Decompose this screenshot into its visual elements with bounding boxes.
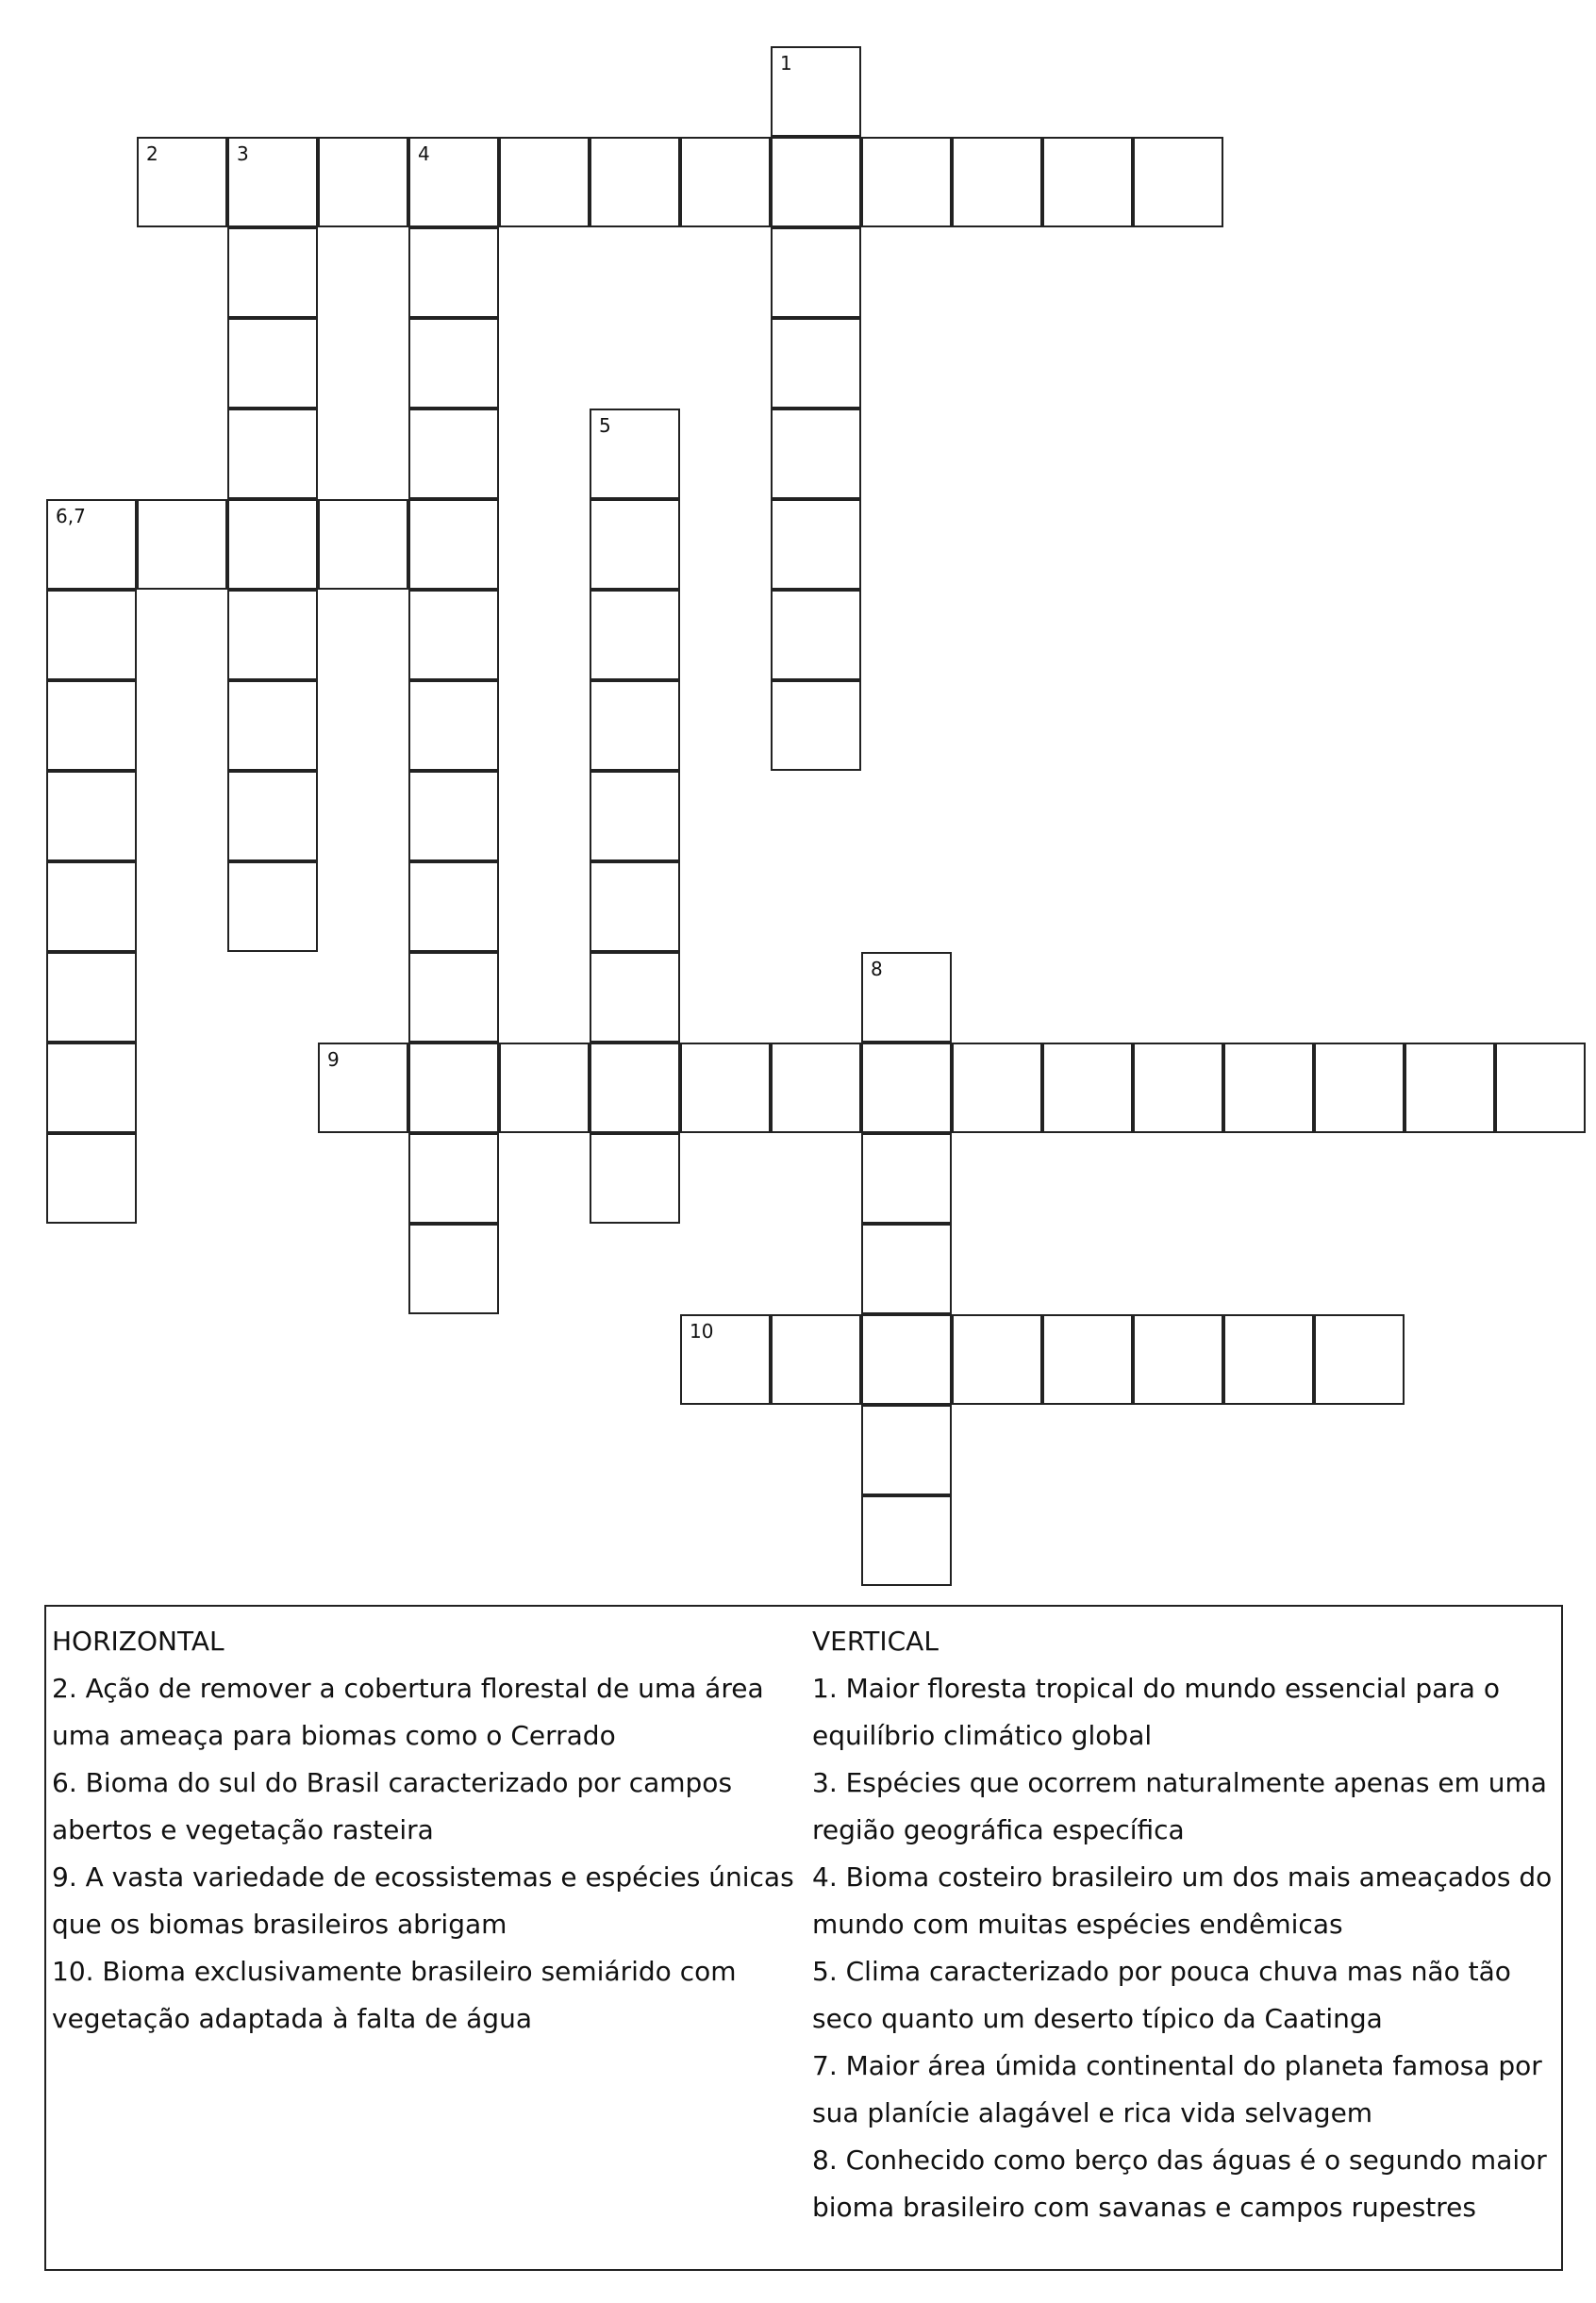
grid-cell[interactable] — [46, 1043, 137, 1133]
grid-cell[interactable] — [318, 499, 408, 590]
grid-cell[interactable] — [590, 861, 680, 952]
grid-cell[interactable] — [590, 409, 680, 499]
grid-cell[interactable] — [861, 1495, 952, 1586]
grid-cell[interactable] — [952, 1043, 1042, 1133]
grid-cell[interactable] — [771, 1314, 861, 1405]
vertical-clue-2: 3. Espécies que ocorrem naturalmente apenas em uma região geográfica específica — [812, 1767, 1547, 1845]
horizontal-clue-4: 10. Bioma exclusivamente brasileiro semiárido com vegetação adaptada à falta de água — [52, 1956, 737, 2034]
grid-cell[interactable] — [408, 318, 499, 409]
grid-cell[interactable] — [227, 227, 318, 318]
grid-cell[interactable] — [861, 1224, 952, 1314]
grid-cell[interactable] — [771, 318, 861, 409]
grid-cell[interactable] — [408, 499, 499, 590]
grid-cell[interactable] — [46, 861, 137, 952]
grid-cell[interactable] — [861, 1043, 952, 1133]
grid-cell[interactable] — [408, 680, 499, 771]
grid-cell[interactable] — [590, 1043, 680, 1133]
vertical-clue-4: 5. Clima caracterizado por pouca chuva mas não tão seco quanto um deserto típico da Caatinga — [812, 1956, 1511, 2034]
grid-cell[interactable] — [590, 952, 680, 1043]
grid-cell[interactable] — [408, 952, 499, 1043]
grid-cell[interactable] — [46, 771, 137, 861]
grid-cell[interactable] — [1314, 1314, 1405, 1405]
horizontal-title: HORIZONTAL — [52, 1626, 224, 1657]
grid-cell[interactable] — [318, 137, 408, 227]
grid-cell[interactable] — [590, 590, 680, 680]
clue-number: 6,7 — [56, 505, 86, 527]
grid-cell[interactable] — [408, 137, 499, 227]
clue-number: 2 — [146, 142, 158, 165]
grid-cell[interactable] — [1042, 1314, 1133, 1405]
grid-cell[interactable] — [227, 861, 318, 952]
vertical-clue-5: 7. Maior área úmida continental do planeta famosa por sua planície alagável e rica vida selvagem — [812, 2050, 1542, 2128]
grid-cell[interactable] — [1223, 1314, 1314, 1405]
horizontal-clues — [52, 1618, 806, 2043]
clue-number: 1 — [780, 52, 792, 75]
grid-cell[interactable] — [1223, 1043, 1314, 1133]
grid-cell[interactable] — [46, 680, 137, 771]
grid-cell[interactable] — [408, 1043, 499, 1133]
clue-number: 10 — [690, 1320, 714, 1343]
grid-cell[interactable] — [227, 409, 318, 499]
grid-cell[interactable] — [227, 680, 318, 771]
vertical-clues — [812, 1618, 1557, 2231]
grid-cell[interactable] — [408, 1224, 499, 1314]
vertical-title: VERTICAL — [812, 1626, 939, 1657]
clue-number: 4 — [418, 142, 430, 165]
grid-cell[interactable] — [1042, 1043, 1133, 1133]
grid-cell[interactable] — [499, 137, 590, 227]
grid-cell[interactable] — [227, 771, 318, 861]
grid-cell[interactable] — [1314, 1043, 1405, 1133]
grid-cell[interactable] — [318, 1043, 408, 1133]
grid-cell[interactable] — [771, 137, 861, 227]
clue-number: 8 — [871, 958, 883, 980]
grid-cell[interactable] — [227, 137, 318, 227]
vertical-clue-6: 8. Conhecido como berço das águas é o segundo maior bioma brasileiro com savanas e campos rupestres — [812, 2144, 1547, 2223]
grid-cell[interactable] — [952, 1314, 1042, 1405]
grid-cell[interactable] — [771, 409, 861, 499]
grid-cell[interactable] — [499, 1043, 590, 1133]
grid-cell[interactable] — [408, 861, 499, 952]
horizontal-clue-1: 2. Ação de remover a cobertura florestal de uma área uma ameaça para biomas como o Cerrado — [52, 1673, 764, 1751]
grid-cell[interactable] — [771, 680, 861, 771]
grid-cell[interactable] — [590, 137, 680, 227]
vertical-clue-3: 4. Bioma costeiro brasileiro um dos mais ameaçados do mundo com muitas espécies endêmicas — [812, 1861, 1553, 1940]
grid-cell[interactable] — [408, 409, 499, 499]
grid-cell[interactable] — [680, 1314, 771, 1405]
grid-cell[interactable] — [771, 1043, 861, 1133]
grid-cell[interactable] — [861, 1314, 952, 1405]
grid-cell[interactable] — [137, 499, 227, 590]
grid-cell[interactable] — [1133, 1314, 1223, 1405]
grid-cell[interactable] — [771, 46, 861, 137]
grid-cell[interactable] — [952, 137, 1042, 227]
grid-cell[interactable] — [1495, 1043, 1586, 1133]
grid-cell[interactable] — [408, 590, 499, 680]
grid-cell[interactable] — [861, 1133, 952, 1224]
grid-cell[interactable] — [861, 137, 952, 227]
grid-cell[interactable] — [46, 499, 137, 590]
grid-cell[interactable] — [590, 499, 680, 590]
grid-cell[interactable] — [408, 771, 499, 861]
grid-cell[interactable] — [1405, 1043, 1495, 1133]
grid-cell[interactable] — [1042, 137, 1133, 227]
grid-cell[interactable] — [861, 952, 952, 1043]
grid-cell[interactable] — [408, 1133, 499, 1224]
grid-cell[interactable] — [771, 499, 861, 590]
clues-box — [44, 1605, 1563, 2271]
grid-cell[interactable] — [680, 137, 771, 227]
grid-cell[interactable] — [590, 771, 680, 861]
grid-cell[interactable] — [1133, 137, 1223, 227]
clue-number: 3 — [237, 142, 249, 165]
grid-cell[interactable] — [771, 590, 861, 680]
grid-cell[interactable] — [46, 952, 137, 1043]
clue-number: 9 — [327, 1048, 340, 1071]
grid-cell[interactable] — [590, 680, 680, 771]
grid-cell[interactable] — [227, 318, 318, 409]
grid-cell[interactable] — [46, 590, 137, 680]
grid-cell[interactable] — [408, 227, 499, 318]
grid-cell[interactable] — [771, 227, 861, 318]
grid-cell[interactable] — [861, 1405, 952, 1495]
horizontal-clue-2: 6. Bioma do sul do Brasil caracterizado por campos abertos e vegetação rasteira — [52, 1767, 733, 1845]
grid-cell[interactable] — [680, 1043, 771, 1133]
grid-cell[interactable] — [590, 1133, 680, 1224]
vertical-clue-1: 1. Maior floresta tropical do mundo essencial para o equilíbrio climático global — [812, 1673, 1500, 1751]
clue-number: 5 — [599, 414, 611, 437]
horizontal-clue-3: 9. A vasta variedade de ecossistemas e espécies únicas que os biomas brasileiros abrigam — [52, 1861, 794, 1940]
grid-cell[interactable] — [137, 137, 227, 227]
grid-cell[interactable] — [1133, 1043, 1223, 1133]
grid-cell[interactable] — [227, 499, 318, 590]
grid-cell[interactable] — [227, 590, 318, 680]
grid-cell[interactable] — [46, 1133, 137, 1224]
